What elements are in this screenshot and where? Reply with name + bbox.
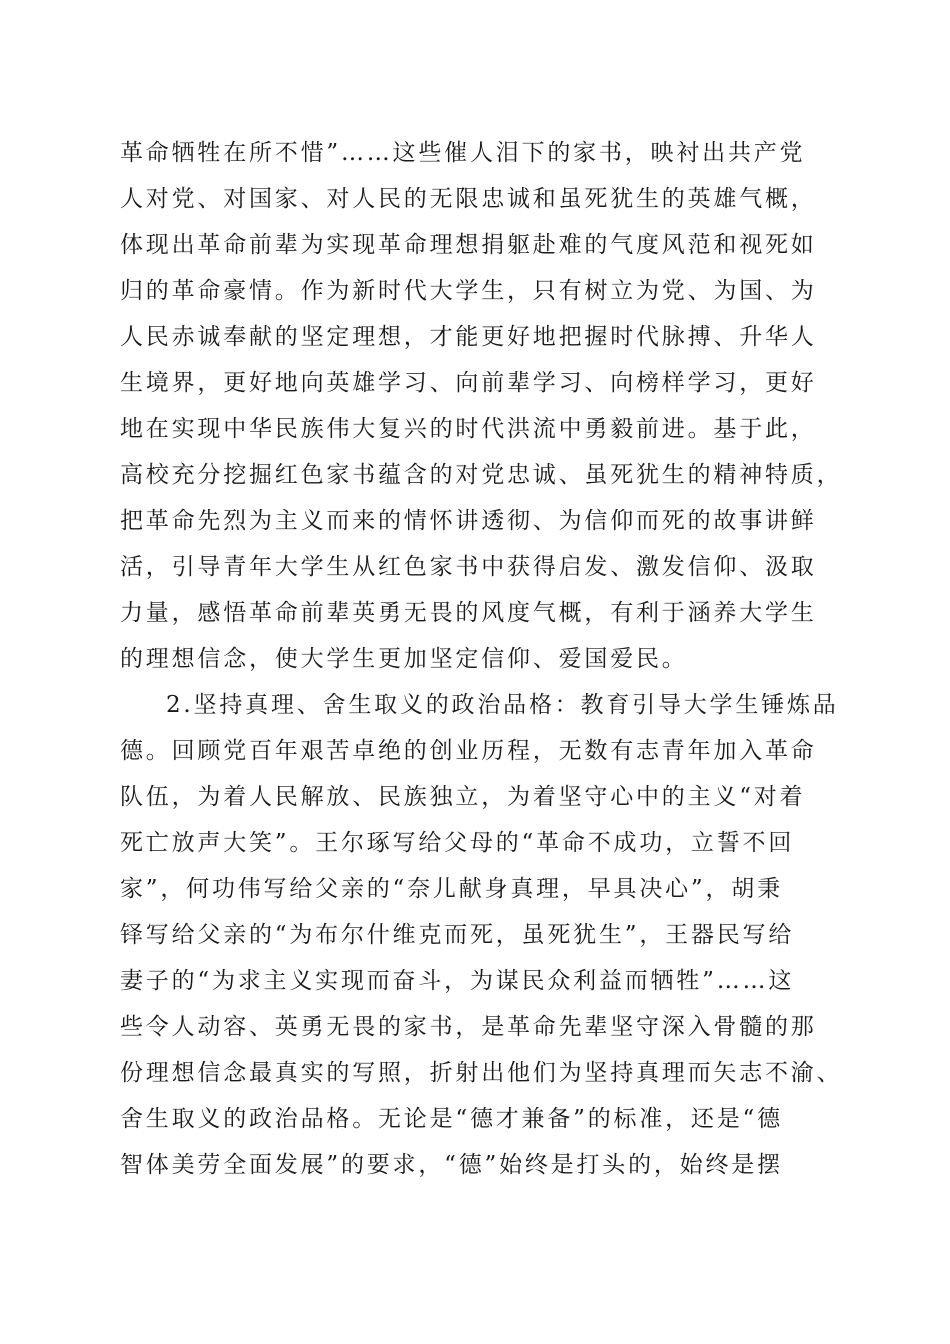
section-heading-line: 2.坚持真理、舍生取义的政治品格：教育引导大学生锤炼品 xyxy=(166,692,839,718)
text-line: 铎写给父亲的“为布尔什维克而死，虽死犹生”，王器民写给 xyxy=(120,922,795,948)
text-line: 人民赤诚奉献的坚定理想，才能更好地把握时代脉搏、升华人 xyxy=(120,324,817,350)
text-line: 体现出革命前辈为实现革命理想捐躯赴难的气度风范和视死如 xyxy=(120,232,817,258)
text-line: 的理想信念，使大学生更加坚定信仰、爱国爱民。 xyxy=(120,646,688,672)
text-line: 舍生取义的政治品格。无论是“德才兼备”的标准，还是“德 xyxy=(120,1106,783,1132)
text-line: 力量，感悟革命前辈英勇无畏的风度气概，有利于涵养大学生 xyxy=(120,600,817,626)
text-line: 死亡放声大笑”。王尔琢写给父母的“革命不成功，立誓不回 xyxy=(120,830,795,856)
text-line: 些令人动容、英勇无畏的家书，是革命先辈坚守深入骨髓的那 xyxy=(120,1014,817,1040)
text-line: 智体美劳全面发展”的要求，“德”始终是打头的，始终是摆 xyxy=(120,1152,783,1178)
text-line: 生境界，更好地向英雄学习、向前辈学习、向榜样学习，更好 xyxy=(120,370,817,396)
text-line: 德。回顾党百年艰苦卓绝的创业历程，无数有志青年加入革命 xyxy=(120,738,817,764)
text-line: 队伍，为着人民解放、民族独立，为着坚守心中的主义“对着 xyxy=(120,784,806,810)
text-line: 把革命先烈为主义而来的情怀讲透彻、为信仰而死的故事讲鲜 xyxy=(120,508,817,534)
text-line: 妻子的“为求主义实现而奋斗，为谋民众利益而牺牲”……这 xyxy=(120,968,795,994)
text-line: 革命牺牲在所不惜”……这些催人泪下的家书，映衬出共产党 xyxy=(120,140,806,166)
text-line: 高校充分挖掘红色家书蕴含的对党忠诚、虽死犹生的精神特质， xyxy=(120,462,843,488)
text-line: 归的革命豪情。作为新时代大学生，只有树立为党、为国、为 xyxy=(120,278,817,304)
text-line: 份理想信念最真实的写照，折射出他们为坚持真理而矢志不渝、 xyxy=(120,1060,843,1086)
text-line: 人对党、对国家、对人民的无限忠诚和虽死犹生的英雄气概， xyxy=(120,186,817,212)
text-line: 活，引导青年大学生从红色家书中获得启发、激发信仰、汲取 xyxy=(120,554,817,580)
text-line: 地在实现中华民族伟大复兴的时代洪流中勇毅前进。基于此， xyxy=(120,416,817,442)
text-line: 家”，何功伟写给父亲的“奈儿献身真理，早具决心”，胡秉 xyxy=(120,876,783,902)
